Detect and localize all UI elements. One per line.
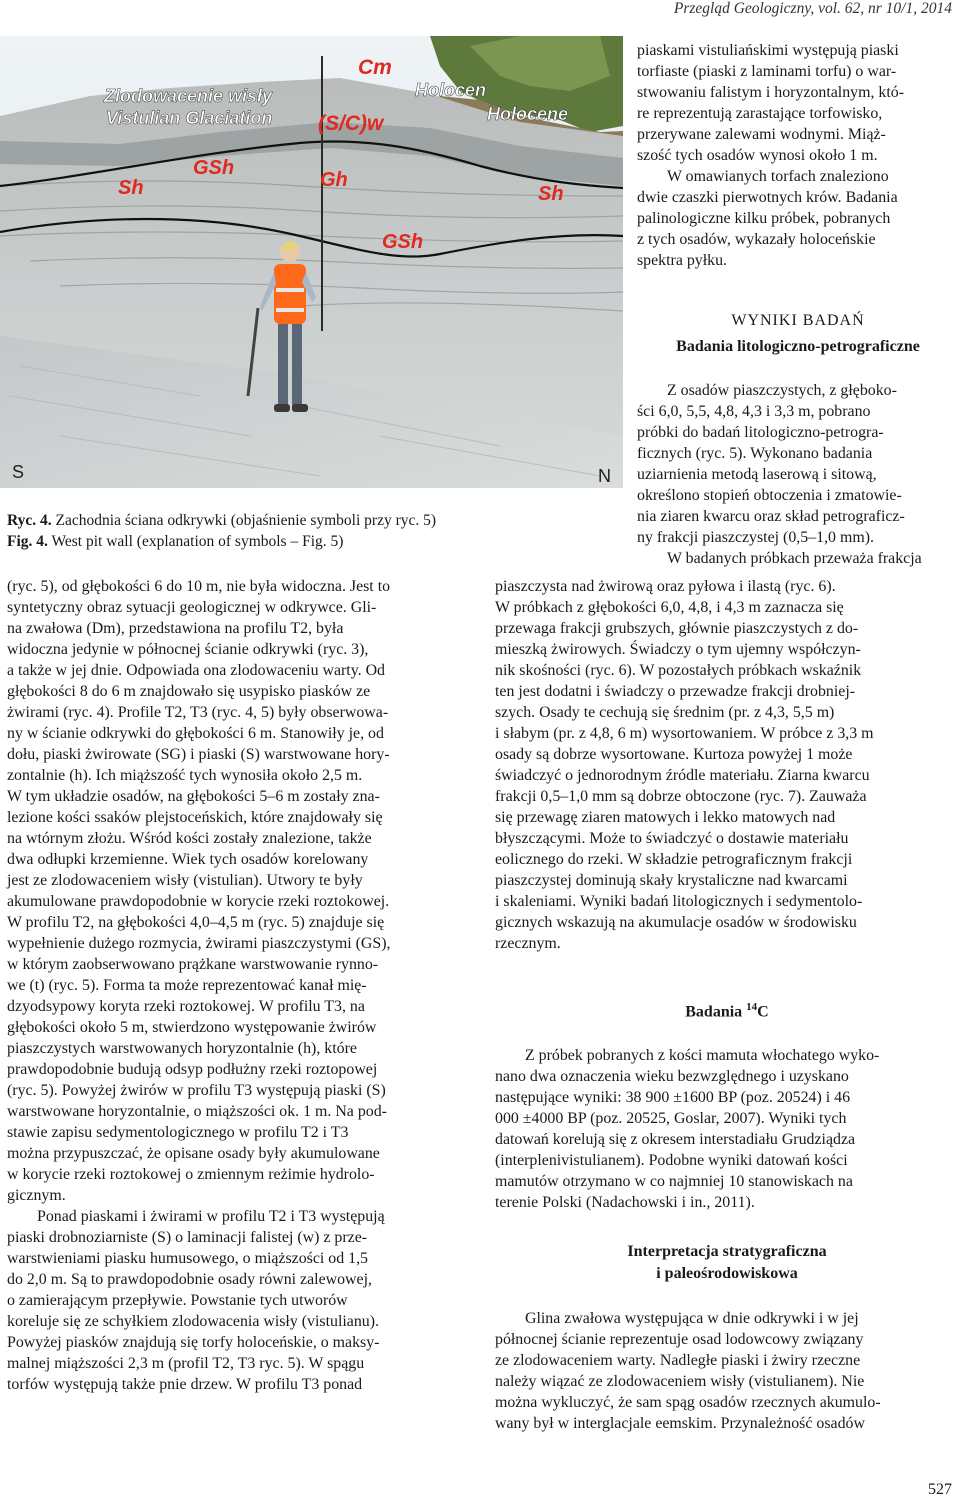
text-line: a także w jej dnie. Odpowiada ona zlodowaceniu warty. Od <box>7 662 385 679</box>
text-line: (ryc. 5). Powyżej żwirów w profilu T3 występują piaski (S) <box>7 1082 386 1099</box>
c14-section <box>495 1045 959 1213</box>
text-line: uziarnienia metodą laserową i sitową, <box>637 466 877 483</box>
text-line: piaskami vistuliańskimi występują piaski <box>637 42 899 59</box>
text-line: widoczna jedynie w północnej ścianie odkrywki (ryc. 3), <box>7 641 369 658</box>
text-line: ny frakcji piaszczystej (0,5–1,0 mm). <box>637 529 874 546</box>
right-column-mid <box>637 380 959 569</box>
c14-heading-sup: 14 <box>746 1001 758 1013</box>
text-line: następujące wyniki: 38 900 ±1600 BP (poz. 20524) i 46 <box>495 1089 851 1106</box>
text-line: nik skośności (ryc. 6). W pozostałych próbkach wskaźnik <box>495 662 862 679</box>
text-line: świadczyć o jednorodnym źródle materiału. Ziarna kwarcu <box>495 767 870 784</box>
text-line: piaszczystej dominują skały krystaliczne nad kwarcami <box>495 872 848 889</box>
text-line: nano dwa oznaczenia wieku bezwzględnego i uzyskano <box>495 1068 849 1085</box>
text-line: ny w ścianie odkrywki do głębokości 6 m. Stanowiły je, od <box>7 725 384 742</box>
text-line: na wtórnym złożu. Wśród kości zostały znalezione, także <box>7 830 372 847</box>
label-direction-s: S <box>12 462 25 482</box>
text-line: można wykluczyć, że sam spąg osadów rzecznych akumulo- <box>495 1394 881 1411</box>
c14-heading <box>495 996 959 1023</box>
label-gsh-2: GSh <box>382 231 424 253</box>
text-line: lezione kości ssaków plejstoceńskich, które znajdowały się <box>7 809 383 826</box>
text-line: re reprezentują zarastające torfowisko, <box>637 105 883 122</box>
interp-heading-line1: Interpretacja stratygraficzna <box>627 1243 827 1260</box>
left-column <box>7 576 469 1395</box>
text-line: W tym układzie osadów, na głębokości 5–6 m zostały zna- <box>7 788 380 805</box>
text-line: żwirami (ryc. 4). Profile T2, T3 (ryc. 4, 5) były obserwowa- <box>7 704 389 721</box>
c14-heading-text: Badania <box>685 1003 747 1021</box>
text-line: gicznym. <box>7 1187 66 1204</box>
text-line: nia ziaren kwarcu oraz skład petrograficz- <box>637 508 905 525</box>
caption-pl-label: Ryc. 4. <box>7 512 52 529</box>
text-line: o zamierającym przepływie. Powstanie tych utworów <box>7 1292 348 1309</box>
label-holocen: Holocen <box>415 80 487 100</box>
text-line: 000 ±4000 BP (poz. 20525, Goslar, 2007). Wyniki tych <box>495 1110 847 1127</box>
text-line: mieszką żwirowych. Świadczy o tym ujemny współczyn- <box>495 641 861 658</box>
text-line: Z osadów piaszczystych, z głęboko- <box>667 382 897 399</box>
text-line: warstwieniami piasku humusowego, o miąższości od 1,5 <box>7 1250 369 1267</box>
text-line: stwowaniu falistym i horyzontalnym, któ- <box>637 84 905 101</box>
label-glaciation-en: Vistulian Glaciation <box>106 108 273 128</box>
text-line: piaszczystych warstwowanych horyzontalnie (h), które <box>7 1040 357 1057</box>
caption-en-label: Fig. 4. <box>7 533 48 550</box>
text-line: palinologiczne kilku próbek, pobranych <box>637 210 891 227</box>
journal-header: Przegląd Geologiczny, vol. 62, nr 10/1, 2014 <box>673 0 952 17</box>
interp-section <box>495 1308 959 1434</box>
page-number: 527 <box>928 1481 952 1498</box>
text-line: W badanych próbkach przeważa frakcja <box>667 550 922 567</box>
text-line: frakcji 0,5–1,0 mm są dobrze obtoczone (ryc. 7). Zauważa <box>495 788 867 805</box>
text-line: Ponad piaskami i żwirami w profilu T2 i T3 występują <box>37 1208 385 1225</box>
text-line: Glina zwałowa występująca w dnie odkrywki i w jej <box>525 1310 859 1327</box>
text-line: głębokości 8 do 6 m znajdowało się usypisko piasków ze <box>7 683 371 700</box>
text-line: syntetyczny obraz sytuacji geologicznej w odkrywce. Gli- <box>7 599 377 616</box>
outcrop-photo <box>0 36 623 488</box>
right-column-lower <box>495 576 959 954</box>
text-line: w korycie rzeki roztokowej o zmiennym reżimie hydrolo- <box>7 1166 375 1183</box>
text-line: (ryc. 5), od głębokości 6 do 10 m, nie była widoczna. Jest to <box>7 578 391 595</box>
c14-heading-after: C <box>757 1003 769 1021</box>
text-line: dwie czaszki pierwotnych krów. Badania <box>637 189 898 206</box>
text-line: malnej miąższości 2,3 m (profil T2, T3 ryc. 5). W spągu <box>7 1355 365 1372</box>
text-line: akumulowane prawdopodobnie w korycie rzeki roztokowej. <box>7 893 390 910</box>
text-line: można przypuszczać, że opisane osady były akumulowane <box>7 1145 380 1162</box>
text-line: się przewagę ziaren matowych i lekko matowych nad <box>495 809 836 826</box>
interp-heading-line2: i paleośrodowiskowa <box>656 1265 798 1282</box>
figure-caption-en <box>7 531 343 552</box>
text-line: we (t) (ryc. 5). Forma ta może reprezentować kanał mię- <box>7 977 367 994</box>
text-line: ficznych (ryc. 5). Wykonano badania <box>637 445 873 462</box>
label-gsh-1: GSh <box>193 157 235 179</box>
text-line: zontalnie (h). Ich miąższość tych wynosiła około 2,5 m. <box>7 767 363 784</box>
text-line: dzyodsypowy koryta rzeki roztokowej. W profilu T3, na <box>7 998 365 1015</box>
text-line: torfiaste (piaski z laminami torfu) o war- <box>637 63 897 80</box>
litho-heading: Badania litologiczno-petrograficzne <box>676 338 920 355</box>
label-gh: Gh <box>320 169 348 191</box>
label-direction-n: N <box>598 466 611 486</box>
text-line: próbki do badań litologiczno-petrogra- <box>637 424 884 441</box>
text-line: należy wiązać ze zlodowaceniem wisły (vistulianem). Nie <box>495 1373 865 1390</box>
text-line: Powyżej piasków znajdują się torfy holoceńskie, o maksy- <box>7 1334 380 1351</box>
text-line: z tych osadów, wykazały holoceńskie <box>637 231 876 248</box>
text-line: piaszczysta nad żwirową oraz pyłowa i ilastą (ryc. 6). <box>495 578 836 595</box>
text-line: północnej ścianie reprezentuje osad lodowcowy związany <box>495 1331 864 1348</box>
text-line: torfów występują także pnie drzew. W profilu T3 ponad <box>7 1376 363 1393</box>
text-line: eolicznego do rzeki. W składzie petrograficznym frakcji <box>495 851 853 868</box>
text-line: i skaleniami. Wyniki badań litologicznych i sedymentolo- <box>495 893 863 910</box>
text-line: głębokości około 5 m, stwierdzono występowanie żwirów <box>7 1019 377 1036</box>
text-line: stawie zapisu sedymentologicznego w profilu T2 i T3 <box>7 1124 349 1141</box>
text-line: błyszczącymi. Może to świadczyć o dostawie materiału <box>495 830 849 847</box>
text-line: W profilu T2, na głębokości 4,0–4,5 m (ryc. 5) znajduje się <box>7 914 385 931</box>
text-line: określono stopień obtoczenia i zmatowie- <box>637 487 902 504</box>
text-line: Z próbek pobranych z kości mamuta włochatego wyko- <box>525 1047 880 1064</box>
text-line: W próbkach z głębokości 6,0, 4,8, i 4,3 m zaznacza się <box>495 599 844 616</box>
text-line: szych. Osady te cechują się średnim (pr. z 4,3, 5,5 m) <box>495 704 835 721</box>
text-line: wany był w interglacjale eemskim. Przynależność osadów <box>495 1415 865 1432</box>
text-line: osady są dobrze wysortowane. Kurtoza powyżej 1 może <box>495 746 853 763</box>
text-line: w którym zaobserwowano prążkane warstwowanie rynno- <box>7 956 379 973</box>
text-line: na zwałowa (Dm), przedstawiona na profilu T2, była <box>7 620 344 637</box>
text-line: szość tych osadów wynosi około 1 m. <box>637 147 878 164</box>
text-line: jest ze zlodowaceniem wisły (vistulian). Utwory te były <box>7 872 363 889</box>
text-line: przerywane zalewami wodnymi. Miąż- <box>637 126 886 143</box>
text-line: W omawianych torfach znaleziono <box>667 168 889 185</box>
text-line: gicznych wskazują na akumulacje osadów w środowisku <box>495 914 857 931</box>
label-glaciation-pl: Zlodowacenie wisły <box>104 86 273 106</box>
text-line: dwa odłupki krzemienne. Wiek tych osadów korelowany <box>7 851 369 868</box>
text-line: warstwowane horyzontalnie, o miąższości ok. 1 m. Na pod- <box>7 1103 387 1120</box>
caption-pl-text: Zachodnia ściana odkrywki (objaśnienie symboli przy ryc. 5) <box>51 512 437 529</box>
results-heading: WYNIKI BADAŃ <box>731 312 865 329</box>
caption-en-text: West pit wall (explanation of symbols – Fig. 5) <box>47 533 344 550</box>
text-line: wypełnienie dużego rozmycia, żwirami piaszczystymi (GS), <box>7 935 391 952</box>
text-line: przewaga frakcji grubszych, głównie piaszczystych z do- <box>495 620 859 637</box>
label-sh-2: Sh <box>538 183 564 205</box>
figure-caption-pl <box>7 510 436 531</box>
text-line: piaski drobnoziarniste (S) o laminacji falistej (w) z prze- <box>7 1229 368 1246</box>
text-line: ści 6,0, 5,5, 4,8, 4,3 i 3,3 m, pobrano <box>637 403 871 420</box>
label-cm: Cm <box>358 56 392 79</box>
interp-heading <box>495 1241 959 1285</box>
text-line: ten jest dodatni i świadczy o przewadze frakcji drobniej- <box>495 683 856 700</box>
label-holocene: Holocene <box>487 104 569 124</box>
text-line: ze zlodowaceniem warty. Nadległe piaski i żwiry rzeczne <box>495 1352 861 1369</box>
text-line: mamutów otrzymano w co najmniej 10 stanowiskach na <box>495 1173 853 1190</box>
text-line: dołu, piaski żwirowate (SG) i piaski (S) warstwowane hory- <box>7 746 390 763</box>
text-line: prawdopodobnie budują odsyp podłużny rzeki roztopowej <box>7 1061 378 1078</box>
text-line: spektra pyłku. <box>637 252 728 269</box>
outcrop-photo-svg <box>0 36 623 488</box>
text-line: rzecznym. <box>495 935 561 952</box>
right-column-top <box>637 40 959 271</box>
text-line: datowań korelują się z okresem interstadiału Grudziądza <box>495 1131 856 1148</box>
label-sc-w: (S/C)w <box>318 112 384 135</box>
text-line: i słabym (pr. z 4,8, 6 m) wysortowaniem. W próbce z 3,3 m <box>495 725 874 742</box>
text-line: (interplenivistulianem). Podobne wyniki datowań kości <box>495 1152 848 1169</box>
text-line: koreluje się ze schyłkiem zlodowacenia wisły (vistulianu). <box>7 1313 379 1330</box>
label-sh-1: Sh <box>118 177 144 199</box>
text-line: do 2,0 m. Są to prawdopodobnie osady równi zalewowej, <box>7 1271 372 1288</box>
text-line: terenie Polski (Nadachowski i in., 2011). <box>495 1194 755 1211</box>
